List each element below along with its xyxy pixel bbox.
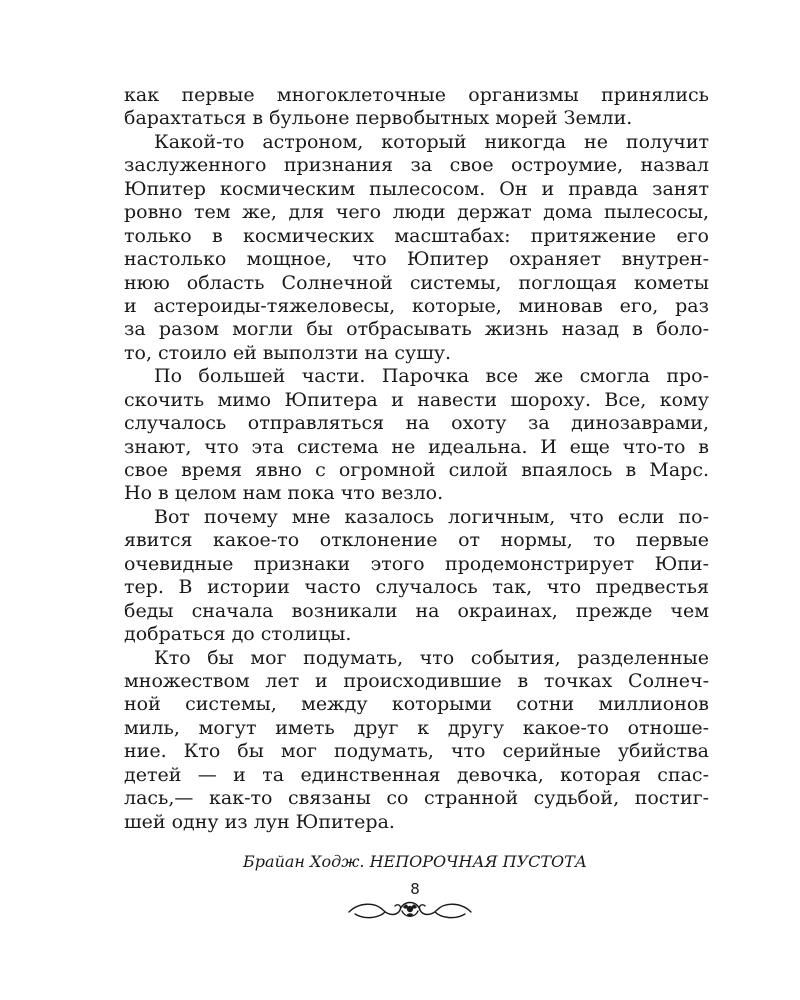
body-text <box>124 84 709 834</box>
decorative-flourish-icon <box>345 894 475 924</box>
text-line: Вот почему мне казалось логичным, что если по- <box>154 505 709 528</box>
text-line: знают, что эта система не идеальна. И еще что-то в <box>124 435 709 458</box>
text-line: Юпитер космическим пылесосом. Он и правда занят <box>124 177 709 200</box>
text-line: Какой-то астроном, который никогда не получит <box>154 130 709 153</box>
text-line: настолько мощное, что Юпитер охраняет внутрен- <box>124 248 709 271</box>
text-line: скочить мимо Юпитера и навести шороху. Все, кому <box>124 388 709 411</box>
text-line: как первые многоклеточные организмы принялись <box>124 84 709 106</box>
text-line: детей — и та единственная девочка, которая спас- <box>124 763 709 786</box>
text-line: множеством лет и происходившие в точках Солнеч- <box>124 669 709 692</box>
text-line: только в космических масштабах: притяжение его <box>124 224 709 247</box>
text-line: нюю область Солнечной системы, поглощая кометы <box>124 271 709 294</box>
text-line: Кто бы мог подумать, что события, разделенные <box>154 646 709 669</box>
text-line: По большей части. Парочка все же смогла про- <box>154 365 709 388</box>
text-line: лась,— как-то связаны со странной судьбой, постиг- <box>124 787 709 810</box>
text-line: ние. Кто бы мог подумать, что серийные убийства <box>124 740 709 763</box>
text-line: заслуженного признания за свое остроумие, назвал <box>124 154 709 177</box>
text-line: и астероиды-тяжеловесы, которые, миновав его, раз <box>124 294 709 317</box>
text-line: случалось отправляться на охоту за динозаврами, <box>124 412 709 435</box>
text-line: добраться до столицы. <box>124 623 352 646</box>
text-line: ной системы, между которыми сотни миллионов <box>124 693 709 716</box>
running-title: Брайан Ходж. НЕПОРОЧНАЯ ПУСТОТА <box>243 852 587 871</box>
text-line: беды сначала возникали на окраинах, прежде чем <box>124 599 709 622</box>
text-line: тер. В истории часто случалось так, что предвестья <box>124 576 709 599</box>
text-line: за разом могли бы отбрасывать жизнь назад в боло- <box>124 318 709 341</box>
text-line: очевидные признаки этого продемонстрирует Юпи- <box>124 552 709 575</box>
text-line: явится какое-то отклонение от нормы, то первые <box>124 529 709 552</box>
text-line: свое время явно с огромной силой впаялось в Марс. <box>124 459 709 481</box>
page-number: 8 <box>410 880 420 898</box>
text-line: то, стоило ей выползти на сушу. <box>124 341 452 364</box>
text-line: шей одну из лун Юпитера. <box>124 810 395 833</box>
text-line: Но в целом нам пока что везло. <box>124 482 444 505</box>
text-line: миль, могут иметь друг к другу какое-то отноше- <box>124 716 709 739</box>
text-line: ровно тем же, для чего люди держат дома пылесосы, <box>124 201 709 224</box>
text-line: барахтаться в бульоне первобытных морей Земли. <box>124 107 633 130</box>
